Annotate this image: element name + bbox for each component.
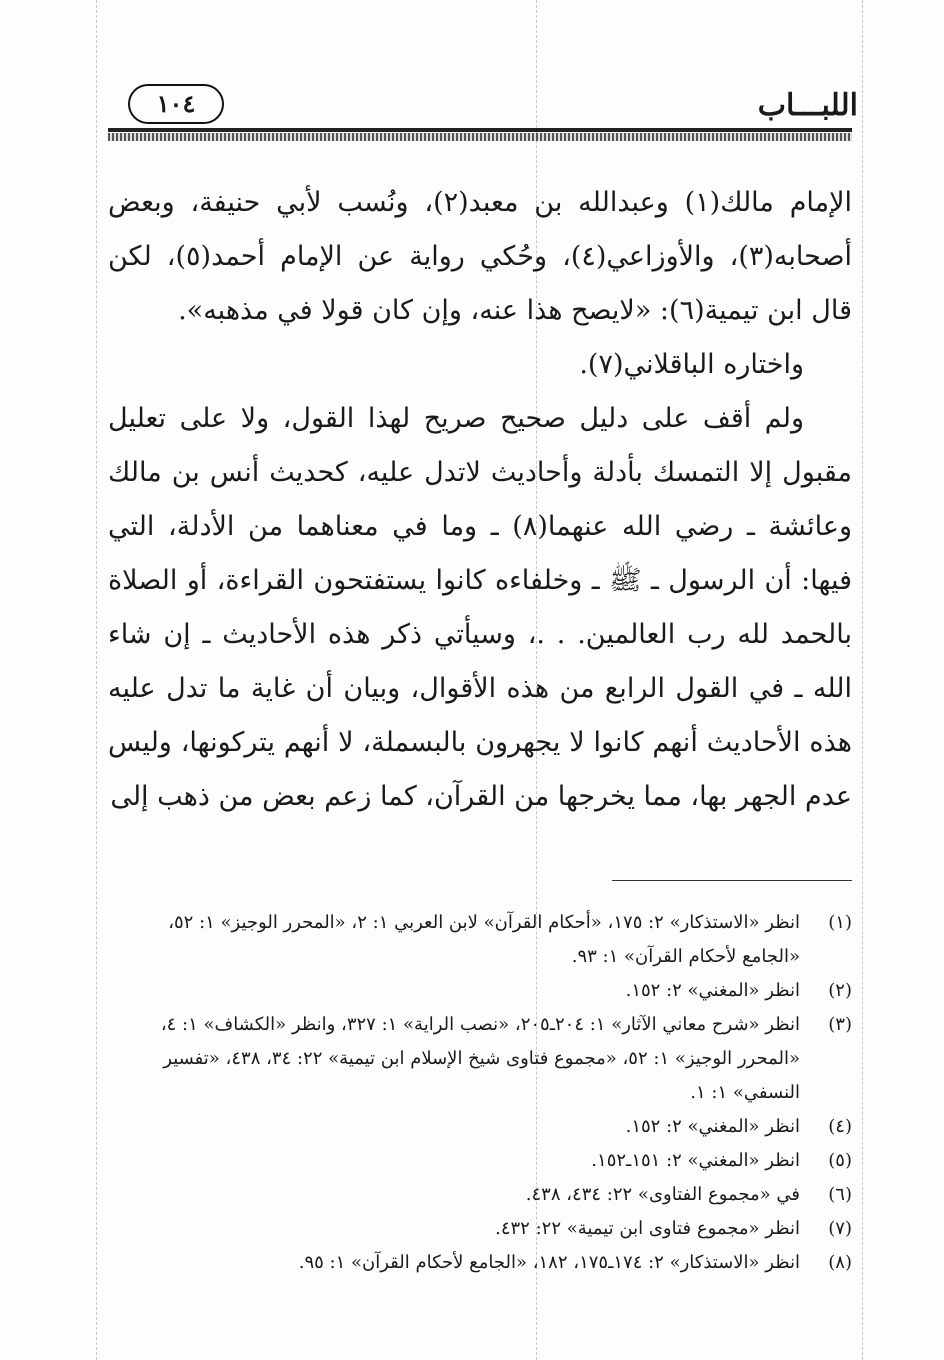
footnote-number: (٧): [828, 1218, 852, 1239]
running-title: اللبـــاب: [757, 88, 858, 123]
footnote-text: انظر «المغني» ٢: ١٥١ـ١٥٢.: [591, 1150, 800, 1171]
footnote-number: (٨): [828, 1252, 852, 1273]
footnote-number: (٦): [828, 1184, 852, 1205]
footnote: [108, 1212, 852, 1246]
footnote: [108, 1178, 852, 1212]
body-paragraph: واختاره الباقلاني(٧).: [579, 349, 804, 380]
header-rule: [108, 128, 852, 132]
footnote-separator: [612, 880, 852, 881]
footnote-number: (٤): [828, 1116, 852, 1137]
footnote-text: انظر «شرح معاني الآثار» ١: ٢٠٤ـ٢٠٥، «نصب الراية» ١: ٣٢٧، وانظر «الكشاف» ١: ٤، «المحرر الوجيز» ١: ٥٢، «مجموع فتاوى شيخ الإسلام ابن تيمية» ٢٢: ٣٤، ٤٣٨، «تفسير النسفي» ١: ١.: [160, 1014, 800, 1103]
footnote-number: (١): [828, 912, 852, 933]
header-rule-hatch: [108, 133, 852, 141]
footnote: [108, 1110, 852, 1144]
footnote-number: (٢): [828, 980, 852, 1001]
footnotes: [108, 906, 852, 1280]
footnote: [108, 974, 852, 1008]
scan-guide-line: [96, 0, 97, 1360]
footnote-text: في «مجموع الفتاوى» ٢٢: ٤٣٤، ٤٣٨.: [525, 1184, 800, 1205]
body-paragraph: ولم أقف على دليل صحيح صريح لهذا القول، ولا على تعليل مقبول إلا التمسك بأدلة وأحاديث لاتدل عليه، كحديث أنس بن مالك وعائشة ـ رضي الله عنهما(٨) ـ وما في معناهما من الأدلة، التي فيها: أن الرسول ـ ﷺ ـ وخلفاءه كانوا يستفتحون القراءة، أو الصلاة بالحمد لله رب العالمين. . .، وسيأتي ذكر هذه الأحاديث ـ إن شاء الله ـ في القول الرابع من هذه الأقوال، وبيان أن غاية ما تدل عليه هذه الأحاديث أنهم كانوا لا يجهرون بالبسملة، لا أنهم يتركونها، وليس عدم الجهر بها، مما يخرجها من القرآن، كما زعم بعض من ذهب إلى: [108, 403, 852, 812]
footnote-text: انظر «المغني» ٢: ١٥٢.: [625, 980, 800, 1001]
footnote-text: انظر «الاستذكار» ٢: ١٧٤ـ١٧٥، ١٨٢، «الجامع لأحكام القرآن» ١: ٩٥.: [298, 1252, 800, 1273]
footnote-number: (٣): [828, 1014, 852, 1035]
footnote-text: انظر «الاستذكار» ٢: ١٧٥، «أحكام القرآن» لابن العربي ١: ٢، «المحرر الوجيز» ١: ٥٢، «الجامع لأحكام القرآن» ١: ٩٣.: [168, 912, 800, 967]
page-number-badge: ١٠٤: [128, 84, 224, 124]
footnote: [108, 1008, 852, 1110]
main-text: [108, 176, 852, 824]
footnote: [108, 1144, 852, 1178]
body-paragraph: الإمام مالك(١) وعبدالله بن معبد(٢)، ونُسب لأبي حنيفة، وبعض أصحابه(٣)، والأوزاعي(٤)، وحُكي رواية عن الإمام أحمد(٥)، لكن قال ابن تيمية(٦): «لايصح هذا عنه، وإن كان قولا في مذهبه».: [108, 187, 853, 326]
footnote: [108, 906, 852, 974]
page-header: [100, 78, 860, 128]
footnote: [108, 1246, 852, 1280]
footnote-text: انظر «مجموع فتاوى ابن تيمية» ٢٢: ٤٣٢.: [495, 1218, 800, 1239]
footnote-number: (٥): [828, 1150, 852, 1171]
scan-guide-line: [862, 0, 863, 1360]
footnote-text: انظر «المغني» ٢: ١٥٢.: [625, 1116, 800, 1137]
